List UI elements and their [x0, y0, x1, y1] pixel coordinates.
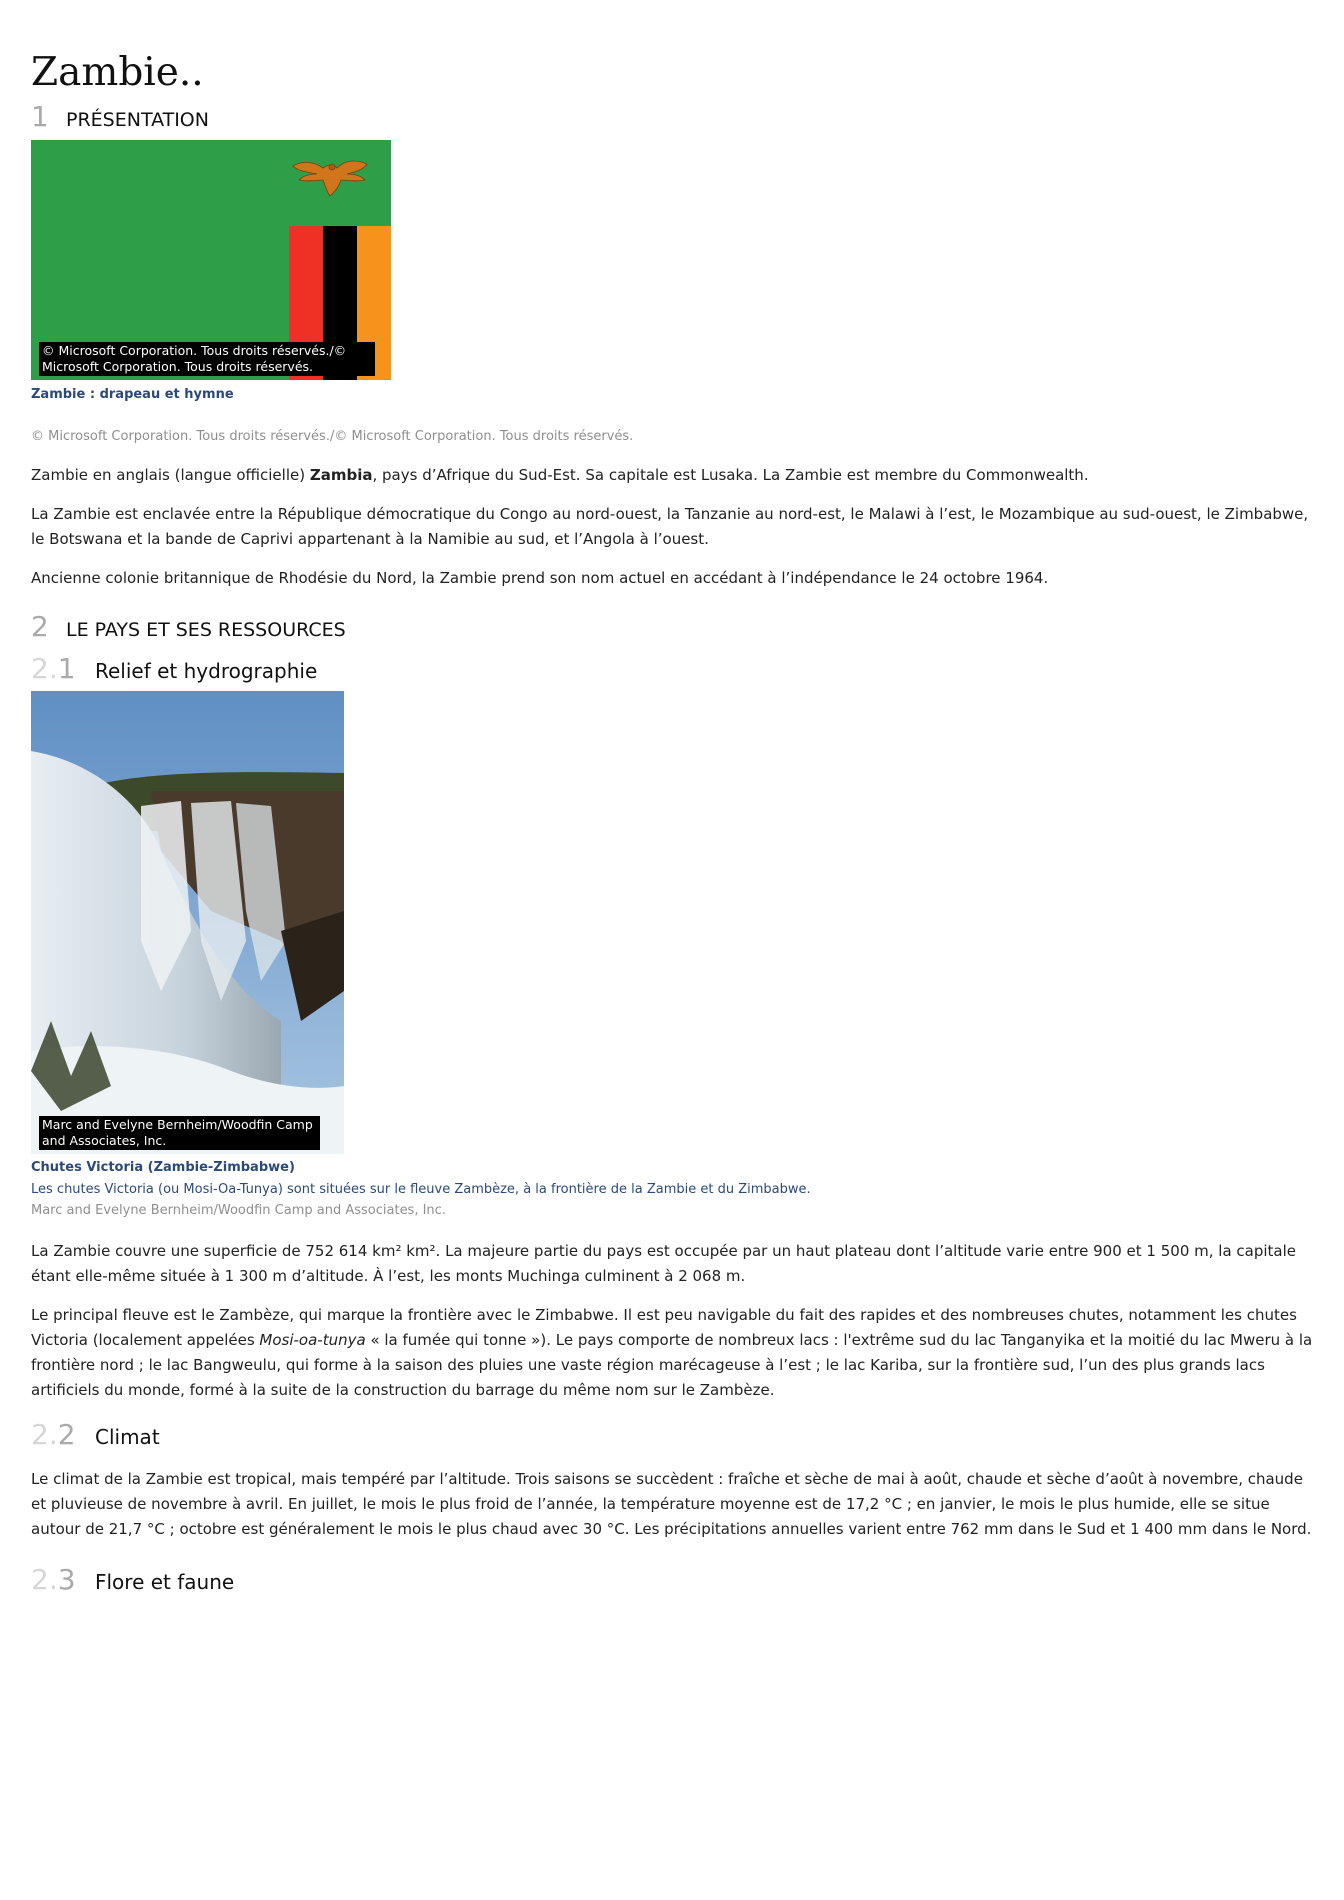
subsection-heading-flore	[31, 1563, 234, 1596]
figure-caption-title[interactable]: Zambie : drapeau et hymne	[31, 387, 234, 402]
subsection-number: 2.1	[31, 652, 76, 685]
victoria-falls-image	[31, 691, 344, 1154]
intro-paragraph-3: Ancienne colonie britannique de Rhodésie du Nord, la Zambie prend son nom actuel en accédant à l’indépendance le 24 octobre 1964.	[31, 569, 1049, 587]
subsection-title: Relief et hydrographie	[95, 659, 318, 683]
image-credit-overlay: Marc and Evelyne Bernheim/Woodfin Camp and Associates, Inc.	[39, 1116, 320, 1150]
subsection-title: Climat	[95, 1425, 160, 1449]
relief-paragraph-2: Le principal fleuve est le Zambèze, qui marque la frontière avec le Zimbabwe. Il est peu navigable du fait des rapides et des nombreuses chutes, notamment les chutes Victoria (localement appelées Mosi-oa-tunya « la fumée qui tonne »). Le pays comporte de nombreux lacs : l'extrême sud du lac Tanganyika et la moitié du lac Mweru à la frontière nord ; le lac Bangweulu, qui forme à la saison des pluies une vaste région marécageuse à l’est ; le lac Kariba, sur la frontière sud, l’un des plus grands lacs artificiels du monde, formé à la suite de la construction du barrage du même nom sur le Zambèze.	[31, 1306, 1313, 1399]
figure-caption-description: Les chutes Victoria (ou Mosi-Oa-Tunya) sont situées sur le fleuve Zambèze, à la frontière de la Zambie et du Zimbabwe.	[31, 1182, 811, 1197]
relief-paragraph-1: La Zambie couvre une superficie de 752 614 km² km². La majeure partie du pays est occupée par un haut plateau dont l’altitude varie entre 900 et 1 500 m, la capitale étant elle-même située à 1 300 m d’altitude. À l’est, les monts Muchinga culminent à 2 068 m.	[31, 1242, 1297, 1285]
intro-paragraph-1: Zambie en anglais (langue officielle) Zambia, pays d’Afrique du Sud-Est. Sa capitale est Lusaka. La Zambie est membre du Commonwealth.	[31, 466, 1089, 484]
subsection-title: Flore et faune	[95, 1570, 235, 1594]
section-heading-pays	[31, 610, 346, 643]
page-title: Zambie..	[31, 50, 204, 95]
subsection-heading-climat	[31, 1418, 160, 1451]
climat-paragraph-1: Le climat de la Zambie est tropical, mais tempéré par l’altitude. Trois saisons se succèdent : fraîche et sèche de mai à août, chaude et sèche d’août à novembre, chaude et pluvieuse de novembre à avril. En juillet, le mois le plus froid de l’année, la température moyenne est de 17,2 °C ; en janvier, le mois le plus humide, elle se situe autour de 21,7 °C ; octobre est généralement le mois le plus chaud avec 30 °C. Les précipitations annuelles varient entre 762 mm dans le Sud et 1 400 mm dans le Nord.	[31, 1470, 1312, 1538]
section-number: 2	[31, 610, 49, 643]
subsection-number: 2.2	[31, 1418, 76, 1451]
flag-image	[31, 140, 391, 380]
subsection-number: 2.3	[31, 1563, 76, 1596]
image-credit-overlay: © Microsoft Corporation. Tous droits réservés./© Microsoft Corporation. Tous droits réservés.	[39, 342, 375, 376]
waterfall-photo	[31, 691, 344, 1154]
figure-caption-credit: © Microsoft Corporation. Tous droits réservés./© Microsoft Corporation. Tous droits réservés.	[31, 429, 634, 444]
section-number: 1	[31, 100, 49, 133]
section-title: LE PAYS ET SES RESSOURCES	[66, 619, 346, 641]
section-title: PRÉSENTATION	[66, 109, 209, 131]
figure-caption-credit: Marc and Evelyne Bernheim/Woodfin Camp and Associates, Inc.	[31, 1203, 446, 1218]
figure-caption-title[interactable]: Chutes Victoria (Zambie-Zimbabwe)	[31, 1160, 295, 1175]
section-heading-presentation	[31, 100, 209, 133]
intro-paragraph-2: La Zambie est enclavée entre la République démocratique du Congo au nord-ouest, la Tanzanie au nord-est, le Malawi à l’est, le Mozambique au sud-ouest, le Zimbabwe, le Botswana et la bande de Caprivi appartenant à la Namibie au sud, et l’Angola à l’ouest.	[31, 505, 1309, 548]
subsection-heading-relief	[31, 652, 317, 685]
